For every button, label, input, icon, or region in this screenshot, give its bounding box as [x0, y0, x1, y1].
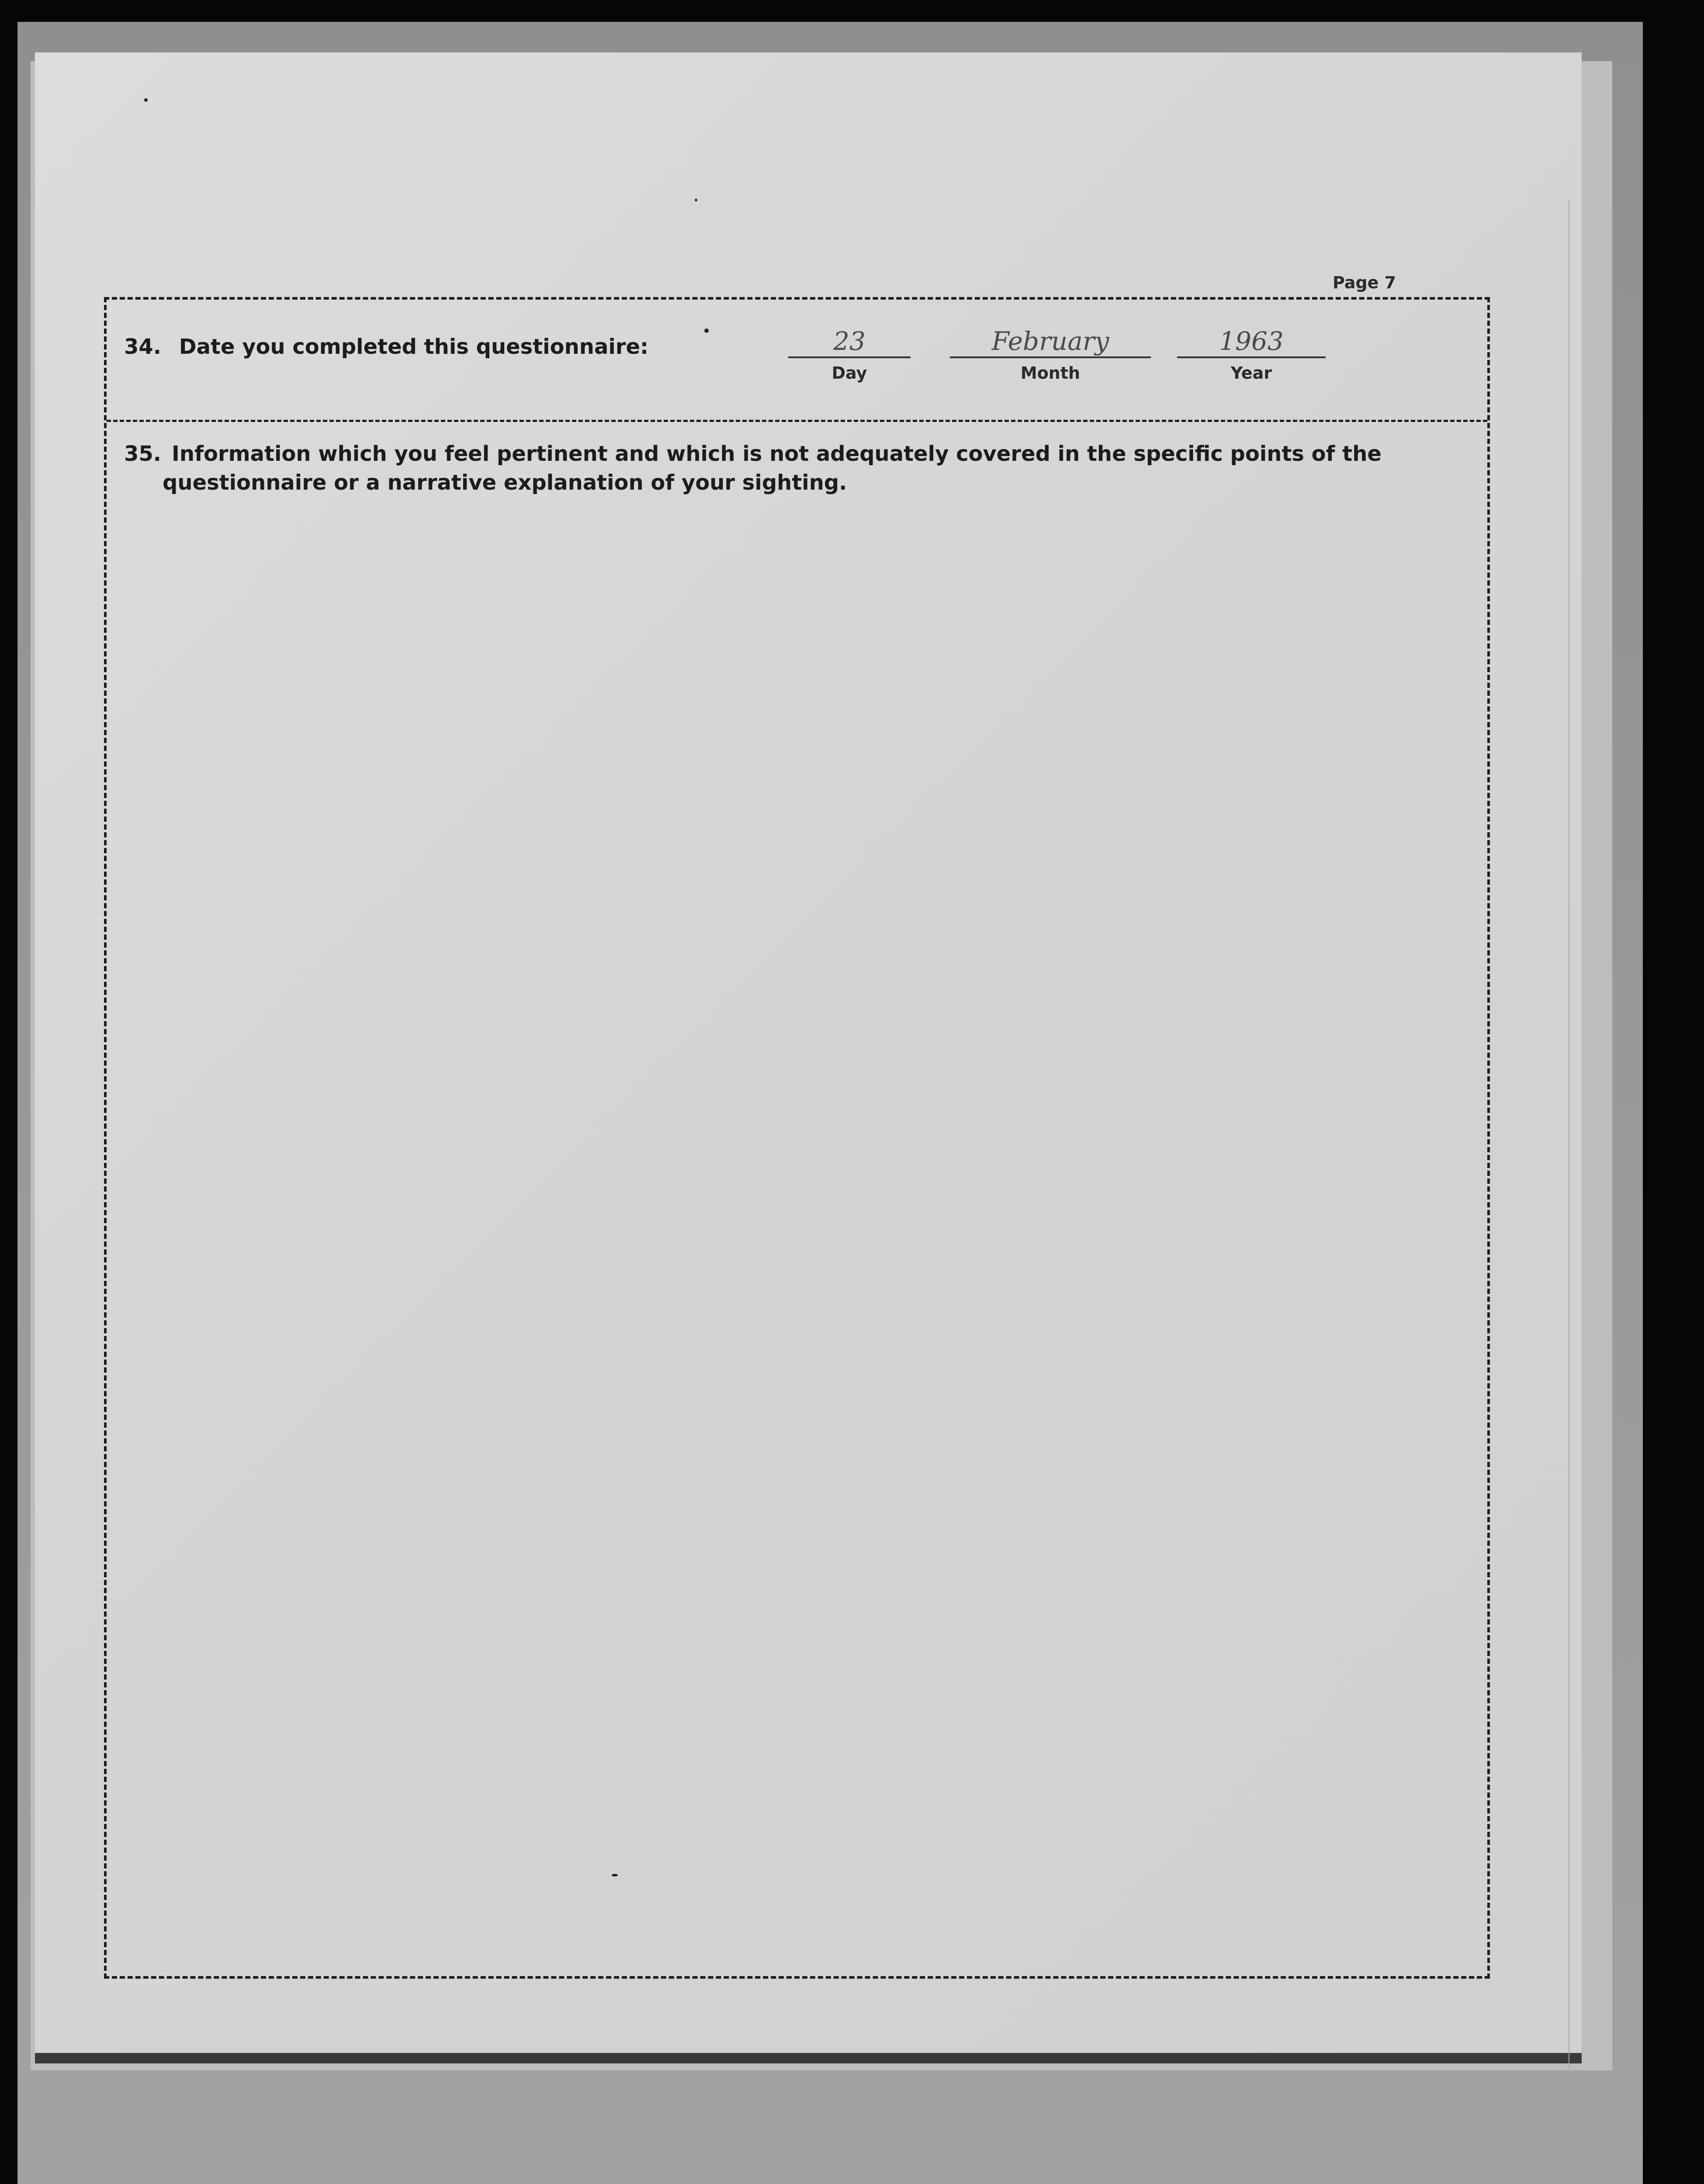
question-34-number: 34. [124, 335, 162, 359]
page-number: Page 7 [1333, 273, 1396, 292]
question-35-number: 35. [124, 442, 162, 466]
dust-speck [144, 98, 148, 102]
day-caption: Day [831, 363, 867, 383]
year-value: 1963 [1177, 326, 1326, 358]
question-35 [124, 439, 1435, 497]
question-34 [124, 335, 648, 359]
year-field[interactable] [1177, 326, 1326, 383]
row-divider [107, 420, 1487, 422]
year-caption: Year [1230, 363, 1272, 383]
question-35-label: Information which you feel pertinent and which is not adequately covered in the specific points of the questionnaire or a narrative explanation of your sighting. [163, 442, 1382, 495]
dust-speck [695, 199, 697, 201]
question-34-label: Date you completed this questionnaire: [179, 335, 649, 359]
month-caption: Month [1020, 363, 1081, 383]
month-value: February [950, 326, 1151, 358]
dust-speck [612, 1874, 618, 1876]
dust-speck [704, 328, 709, 333]
day-value: 23 [788, 326, 911, 358]
month-field[interactable] [950, 326, 1151, 383]
day-field[interactable] [788, 326, 911, 383]
form-box [104, 297, 1490, 1979]
